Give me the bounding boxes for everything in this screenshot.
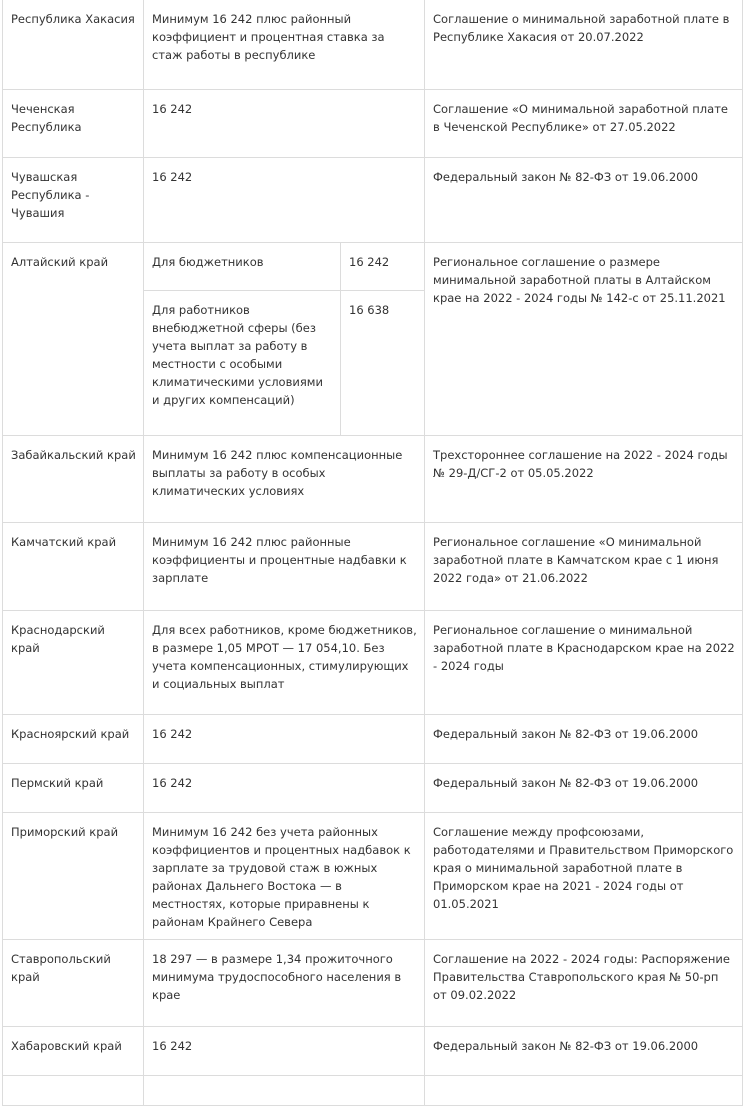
wage-cell: 16 242 bbox=[144, 1027, 425, 1076]
region-cell: Ставропольский край bbox=[3, 940, 144, 1027]
table-row bbox=[3, 0, 743, 90]
law-cell: Трехстороннее соглашение на 2022 - 2024 годы № 29-Д/СГ-2 от 05.05.2022 bbox=[425, 436, 743, 523]
wage-cell: 16 242 bbox=[144, 90, 425, 158]
law-cell: Федеральный закон № 82-ФЗ от 19.06.2000 bbox=[425, 1027, 743, 1076]
table-row bbox=[3, 1076, 743, 1106]
region-cell: Приморский край bbox=[3, 813, 144, 940]
region-cell: Камчатский край bbox=[3, 523, 144, 611]
wage-cell: 16 242 bbox=[144, 715, 425, 764]
law-cell: Соглашение на 2022 - 2024 годы: Распоряжение Правительства Ставропольского края № 50-рп от 09.02.2022 bbox=[425, 940, 743, 1027]
value-cell: 16 242 bbox=[341, 243, 425, 291]
wage-cell: Минимум 16 242 плюс компенсационные выплаты за работу в особых климатических условиях bbox=[144, 436, 425, 523]
law-cell: Федеральный закон № 82-ФЗ от 19.06.2000 bbox=[425, 764, 743, 813]
law-cell: Региональное соглашение «О минимальной заработной плате в Камчатском крае с 1 июня 2022 года» от 21.06.2022 bbox=[425, 523, 743, 611]
region-cell bbox=[3, 1076, 144, 1106]
wage-cell: 16 242 bbox=[144, 764, 425, 813]
law-cell: Федеральный закон № 82-ФЗ от 19.06.2000 bbox=[425, 715, 743, 764]
table-row bbox=[3, 243, 743, 291]
region-cell: Алтайский край bbox=[3, 243, 144, 436]
table-row bbox=[3, 90, 743, 158]
region-cell: Чувашская Республика - Чувашия bbox=[3, 158, 144, 243]
category-cell: Для бюджетников bbox=[144, 243, 341, 291]
table-row bbox=[3, 813, 743, 940]
wage-cell: 16 242 bbox=[144, 158, 425, 243]
region-cell: Пермский край bbox=[3, 764, 144, 813]
region-cell: Красноярский край bbox=[3, 715, 144, 764]
table-row bbox=[3, 940, 743, 1027]
law-cell bbox=[425, 1076, 743, 1106]
table-row bbox=[3, 523, 743, 611]
law-cell: Соглашение «О минимальной заработной плате в Чеченской Республике» от 27.05.2022 bbox=[425, 90, 743, 158]
law-cell: Федеральный закон № 82-ФЗ от 19.06.2000 bbox=[425, 158, 743, 243]
region-cell: Чеченская Республика bbox=[3, 90, 144, 158]
law-cell: Соглашение между профсоюзами, работодателями и Правительством Приморского края о минимальной заработной плате в Приморском крае на 2021 - 2024 годы от 01.05.2021 bbox=[425, 813, 743, 940]
value-cell: 16 638 bbox=[341, 291, 425, 436]
law-cell: Региональное соглашение о минимальной заработной плате в Краснодарском крае на 2022 - 2024 годы bbox=[425, 611, 743, 715]
region-cell: Краснодарский край bbox=[3, 611, 144, 715]
table-row bbox=[3, 611, 743, 715]
wage-cell: Минимум 16 242 плюс районный коэффициент и процентная ставка за стаж работы в республике bbox=[144, 0, 425, 90]
min-wage-table bbox=[2, 0, 743, 1106]
region-cell: Республика Хакасия bbox=[3, 0, 144, 90]
table-row bbox=[3, 158, 743, 243]
table-row bbox=[3, 764, 743, 813]
category-cell: Для работников внебюджетной сферы (без учета выплат за работу в местности с особыми климатическими условиями и других компенсаций) bbox=[144, 291, 341, 436]
region-cell: Хабаровский край bbox=[3, 1027, 144, 1076]
wage-cell: 18 297 — в размере 1,34 прожиточного минимума трудоспособного населения в крае bbox=[144, 940, 425, 1027]
law-cell: Региональное соглашение о размере минимальной заработной платы в Алтайском крае на 2022 - 2024 годы № 142-с от 25.11.2021 bbox=[425, 243, 743, 436]
wage-cell: Минимум 16 242 без учета районных коэффициентов и процентных надбавок к зарплате за трудовой стаж в южных районах Дальнего Востока — в местностях, которые приравнены к районам Крайнего Севера bbox=[144, 813, 425, 940]
wage-cell: Минимум 16 242 плюс районные коэффициенты и процентные надбавки к зарплате bbox=[144, 523, 425, 611]
table-row bbox=[3, 1027, 743, 1076]
table-row bbox=[3, 715, 743, 764]
wage-cell bbox=[144, 1076, 425, 1106]
table-row bbox=[3, 436, 743, 523]
wage-cell: Для всех работников, кроме бюджетников, в размере 1,05 МРОТ — 17 054,10. Без учета компенсационных, стимулирующих и социальных выплат bbox=[144, 611, 425, 715]
law-cell: Соглашение о минимальной заработной плате в Республике Хакасия от 20.07.2022 bbox=[425, 0, 743, 90]
region-cell: Забайкальский край bbox=[3, 436, 144, 523]
